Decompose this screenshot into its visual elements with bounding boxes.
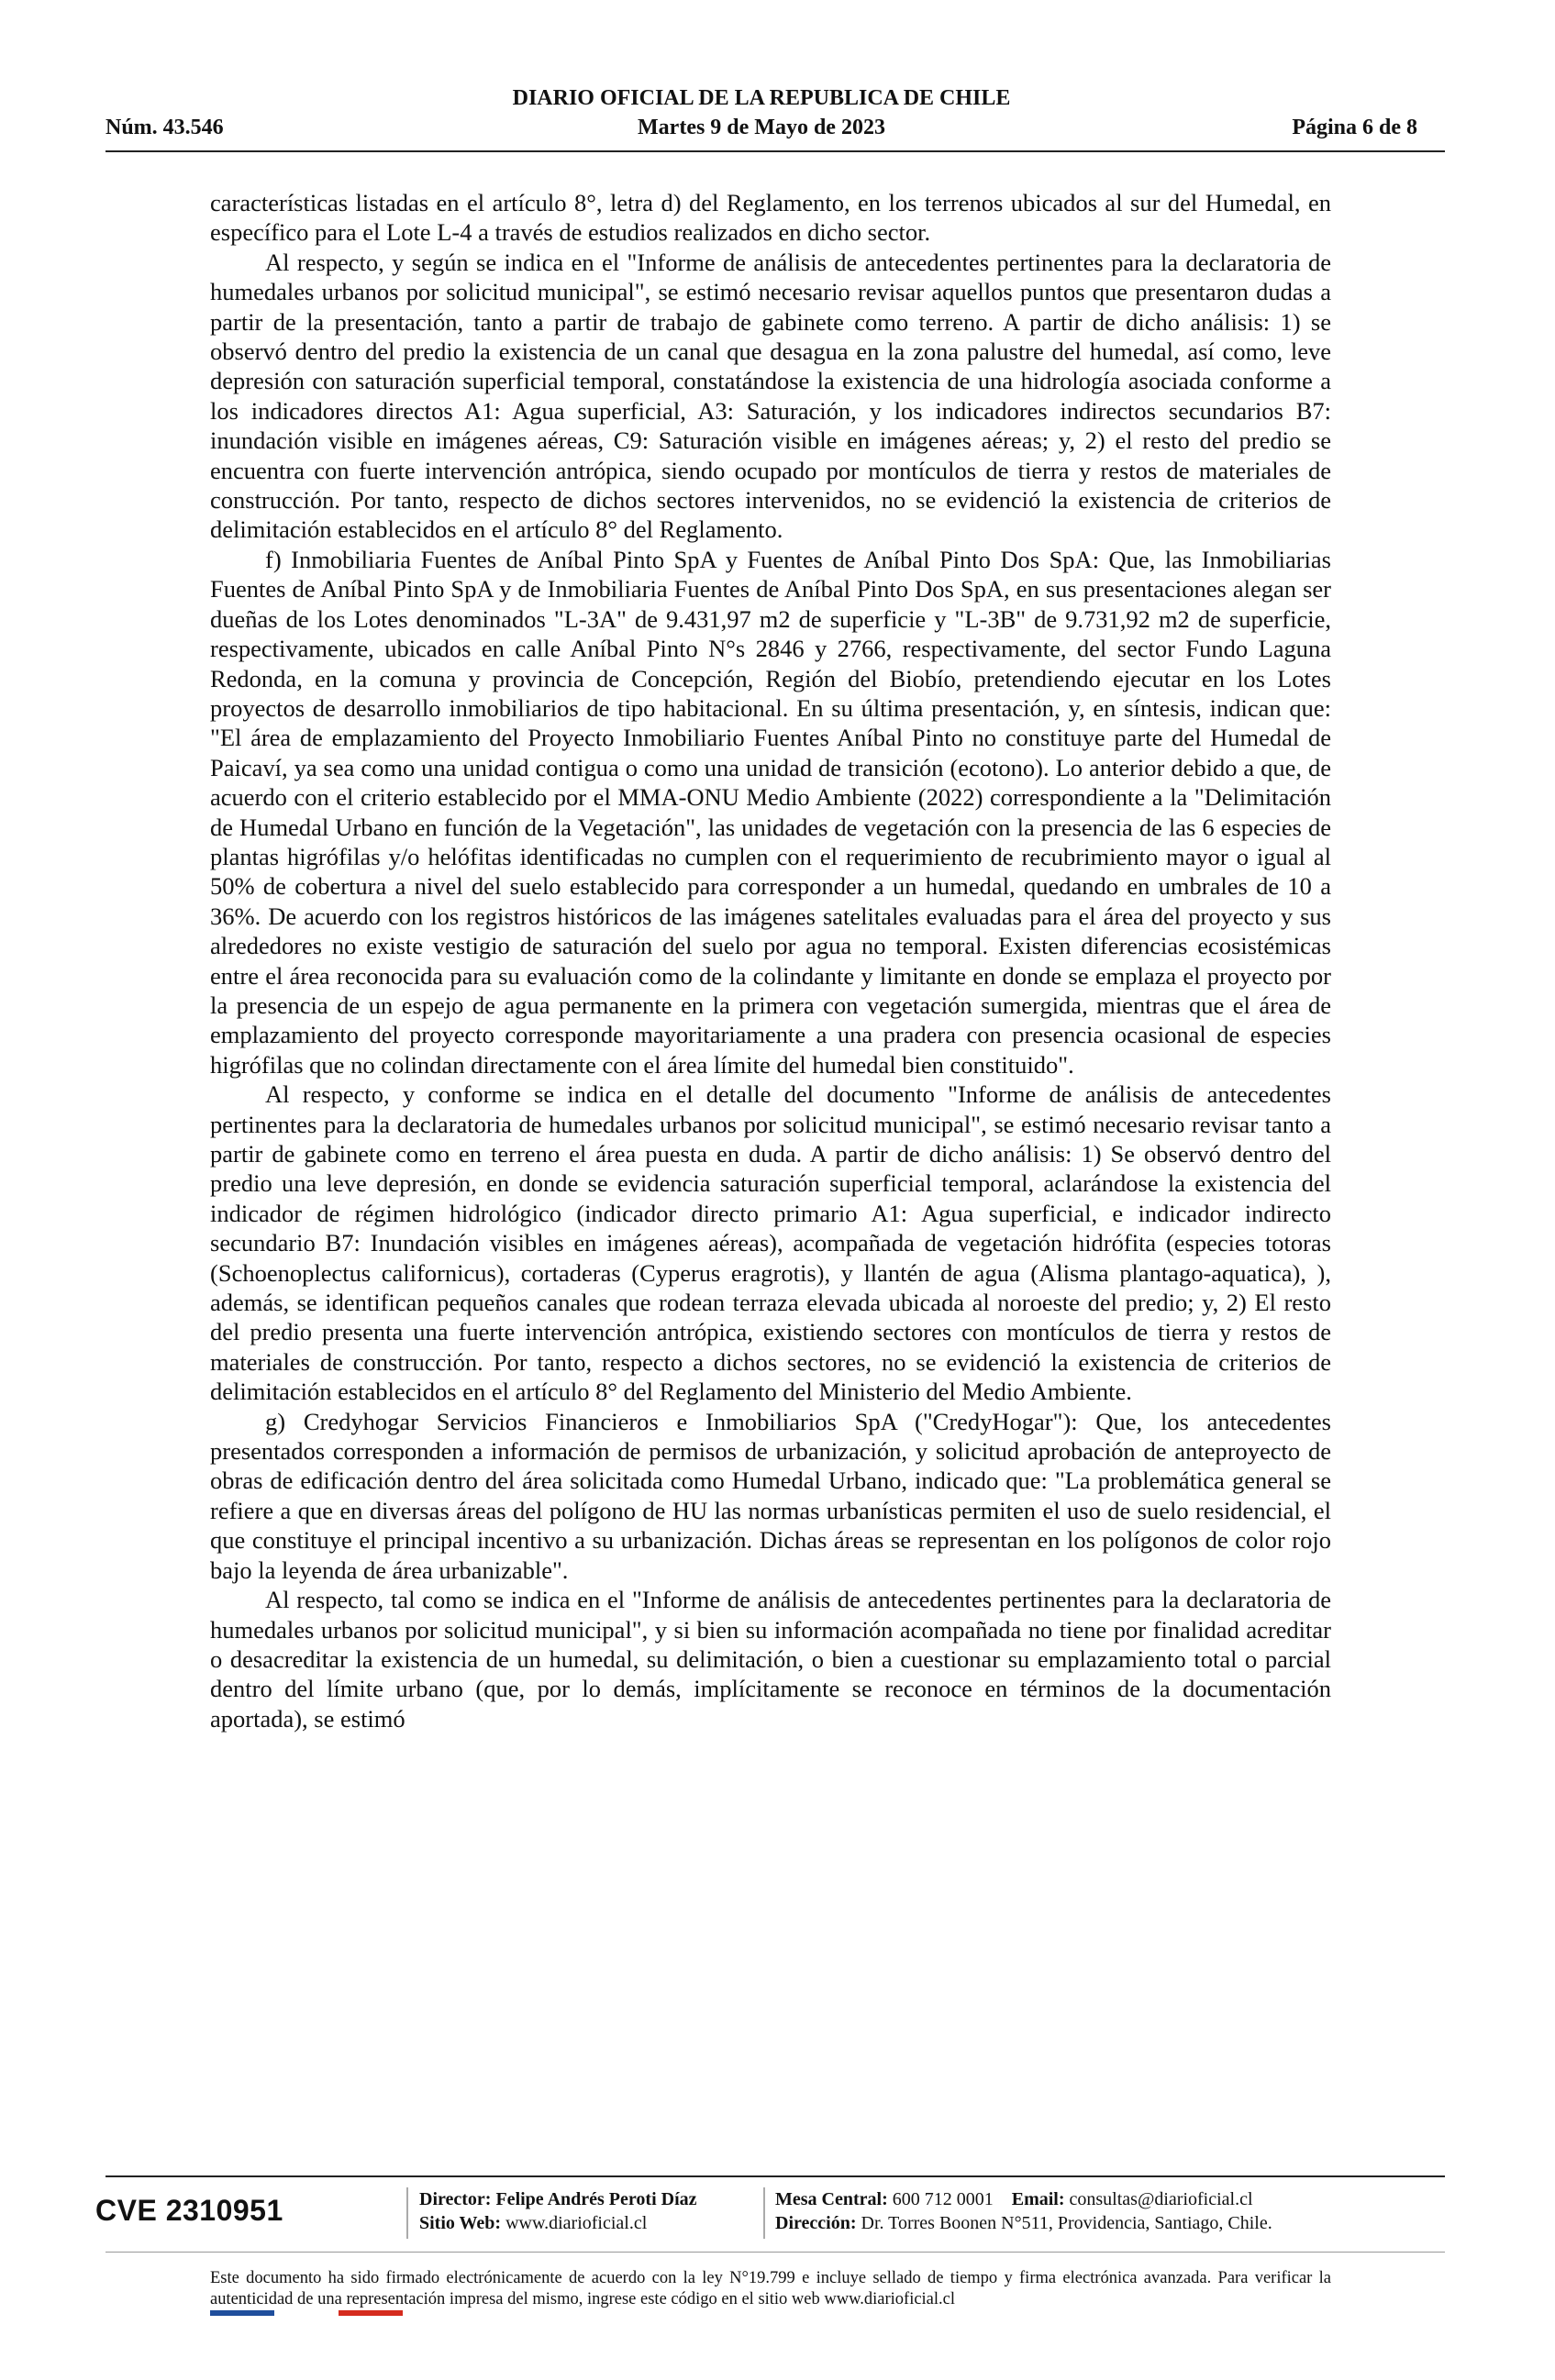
page-header xyxy=(106,86,1417,150)
document-body xyxy=(210,188,1331,1733)
flag-red-band xyxy=(339,2310,403,2316)
flag-white-band xyxy=(274,2310,339,2316)
header-rule xyxy=(106,150,1445,152)
web-label: Sitio Web: xyxy=(419,2213,502,2233)
legal-notice: Este documento ha sido firmado electrónicamente de acuerdo con la ley N°19.799 e incluye sellado de tiempo y firma electrónica avanzada. Para verificar la autenticidad de una representación impresa del mismo, ingrese este código en el sitio web www.diarioficial.cl xyxy=(210,2269,1331,2308)
paragraph: f) Inmobiliaria Fuentes de Aníbal Pinto SpA y Fuentes de Aníbal Pinto Dos SpA: Que, las Inmobiliarias Fuentes de Aníbal Pinto SpA y de Inmobiliaria Fuentes de Aníbal Pinto Dos SpA, en sus presentaciones alegan ser dueñas de los Lotes denominados "L-3A" de 9.431,97 m2 de superficie y "L-3B" de 9.731,92 m2 de superficie, respectivamente, ubicados en calle Aníbal Pinto N°s 2846 y 2766, respectivamente, del sector Fundo Laguna Redonda, en la comuna y provincia de Concepción, Región del Biobío, pretendiendo ejecutar en los Lotes proyectos de desarrollo inmobiliarios de tipo habitacional. En su última presentación, y, en síntesis, indican que: "El área de emplazamiento del Proyecto Inmobiliario Fuentes Aníbal Pinto no constituye parte del Humedal de Paicaví, ya sea como una unidad contigua o como una unidad de transición (ecotono). Lo anterior debido a que, de acuerdo con el criterio establecido por el MMA-ONU Medio Ambiente (2022) correspondiente a la "Delimitación de Humedal Urbano en función de la Vegetación", las unidades de vegetación con la presencia de las 6 especies de plantas higrófilas y/o helófitas identificadas no cumplen con el requerimiento de recubrimiento mayor o igual al 50% de cobertura a nivel del suelo establecido para corresponder a un humedal, quedando en umbrales de 10 a 36%. De acuerdo con los registros históricos de las imágenes satelitales evaluadas para el área del proyecto y sus alrededores no existe vestigio de saturación del suelo por agua no temporal. Existen diferencias ecosistémicas entre el área reconocida para su evaluación como de la colindante y limitante en donde se emplaza el proyecto por la presencia de un espejo de agua permanente en la primera con vegetación sumergida, mientras que el área de emplazamiento del proyecto corresponde mayoritariamente a una pradera con presencia ocasional de especies higrófilas que no colindan directamente con el área límite del humedal bien constituido". xyxy=(210,545,1331,1079)
director-name: Felipe Andrés Peroti Díaz xyxy=(495,2189,697,2209)
footer-contact-block xyxy=(775,2187,1272,2235)
cve-code: CVE 2310951 xyxy=(95,2194,283,2227)
footer-rule xyxy=(106,2175,1445,2177)
header-title: DIARIO OFICIAL DE LA REPUBLICA DE CHILE xyxy=(512,86,1011,110)
footer-divider xyxy=(763,2187,765,2239)
paragraph: Al respecto, y conforme se indica en el detalle del documento "Informe de análisis de antecedentes pertinentes para la declaratoria de humedales urbanos por solicitud municipal", se estimó necesario revisar tanto a partir de gabinete como en terreno el área puesta en duda. A partir de dicho análisis: 1) Se observó dentro del predio una leve depresión, en donde se evidencia saturación superficial temporal, aclarándose la existencia del indicador de régimen hidrológico (indicador directo primario A1: Agua superficial, e indicador indirecto secundario B7: Inundación visibles en imágenes aéreas), acompañada de vegetación hidrófita (especies totoras (Schoenoplectus californicus), cortaderas (Cyperus eragrotis), y llantén de agua (Alisma plantago-aquatica), ), además, se identifican pequeños canales que rodean terraza elevada ubicada al noroeste del predio; y, 2) El resto del predio presenta una fuerte intervención antrópica, existiendo sectores con montículos de tierra y restos de materiales de construcción. Por tanto, respecto a dichos sectores, no se evidenció la existencia de criterios de delimitación establecidos en el artículo 8° del Reglamento del Ministerio del Medio Ambiente. xyxy=(210,1080,1331,1406)
issue-date: Martes 9 de Mayo de 2023 xyxy=(638,116,885,139)
paragraph: características listadas en el artículo 8°, letra d) del Reglamento, en los terrenos ubicados al sur del Humedal, en específico para el Lote L-4 a través de estudios realizados en dicho sector. xyxy=(210,189,1331,247)
paragraph: Al respecto, y según se indica en el "Informe de análisis de antecedentes pertinentes para la declaratoria de humedales urbanos por solicitud municipal", se estimó necesario revisar aquellos puntos que presentaron dudas a partir de la presentación, tanto a partir de trabajo de gabinete como terreno. A partir de dicho análisis: 1) se observó dentro del predio la existencia de un canal que desagua en la zona palustre del humedal, así como, leve depresión con saturación superficial temporal, constatándose la existencia de una hidrología asociada conforme a los indicadores directos A1: Agua superficial, A3: Saturación, y los indicadores indirectos secundarios B7: inundación visible en imágenes aéreas, C9: Saturación visible en imágenes aéreas; y, 2) el resto del predio se encuentra con fuerte intervención antrópica, siendo ocupado por montículos de tierra y restos de materiales de construcción. Por tanto, respecto de dichos sectores intervenidos, no se evidenció la existencia de criterios de delimitación establecidos en el artículo 8° del Reglamento. xyxy=(210,248,1331,544)
page-number: Página 6 de 8 xyxy=(1292,116,1417,139)
director-label: Director: xyxy=(419,2189,492,2209)
website-link[interactable]: www.diarioficial.cl xyxy=(505,2213,648,2233)
address-label: Dirección: xyxy=(775,2213,857,2233)
mesa-phone: 600 712 0001 xyxy=(892,2189,994,2209)
address-text: Dr. Torres Boonen N°511, Providencia, Santiago, Chile. xyxy=(861,2213,1272,2233)
footer-director-block xyxy=(419,2187,697,2235)
paragraph: g) Credyhogar Servicios Financieros e Inmobiliarios SpA ("CredyHogar"): Que, los antecedentes presentados corresponden a información de permisos de urbanización, y solicitud aprobación de anteproyecto de obras de edificación dentro del área solicitada como Humedal Urbano, indicado que: "La problemática general se refiere a que en diversas áreas del polígono de HU las normas urbanísticas permiten el uso de suelo residencial, el que constituye el principal incentivo a su urbanización. Dichas áreas se representan en los polígonos de color rojo bajo la leyenda de área urbanizable". xyxy=(210,1407,1331,1584)
paragraph: Al respecto, tal como se indica en el "Informe de análisis de antecedentes pertinentes para la declaratoria de humedales urbanos por solicitud municipal", y si bien su información acompañada no tiene por finalidad acreditar o desacreditar la existencia de un humedal, su delimitación, o bien a cuestionar su emplazamiento total o parcial dentro del límite urbano (que, por lo demás, implícitamente se reconoce en términos de la documentación aportada), se estimó xyxy=(210,1586,1331,1732)
email-link[interactable]: consultas@diarioficial.cl xyxy=(1069,2189,1253,2209)
legal-rule xyxy=(106,2252,1445,2253)
email-label: Email: xyxy=(1011,2189,1065,2209)
header-row xyxy=(106,116,1417,143)
issue-number: Núm. 43.546 xyxy=(106,116,224,139)
chile-flag-stripe xyxy=(210,2310,403,2316)
mesa-label: Mesa Central: xyxy=(775,2189,888,2209)
flag-blue-band xyxy=(210,2310,274,2316)
footer-divider xyxy=(406,2187,408,2239)
